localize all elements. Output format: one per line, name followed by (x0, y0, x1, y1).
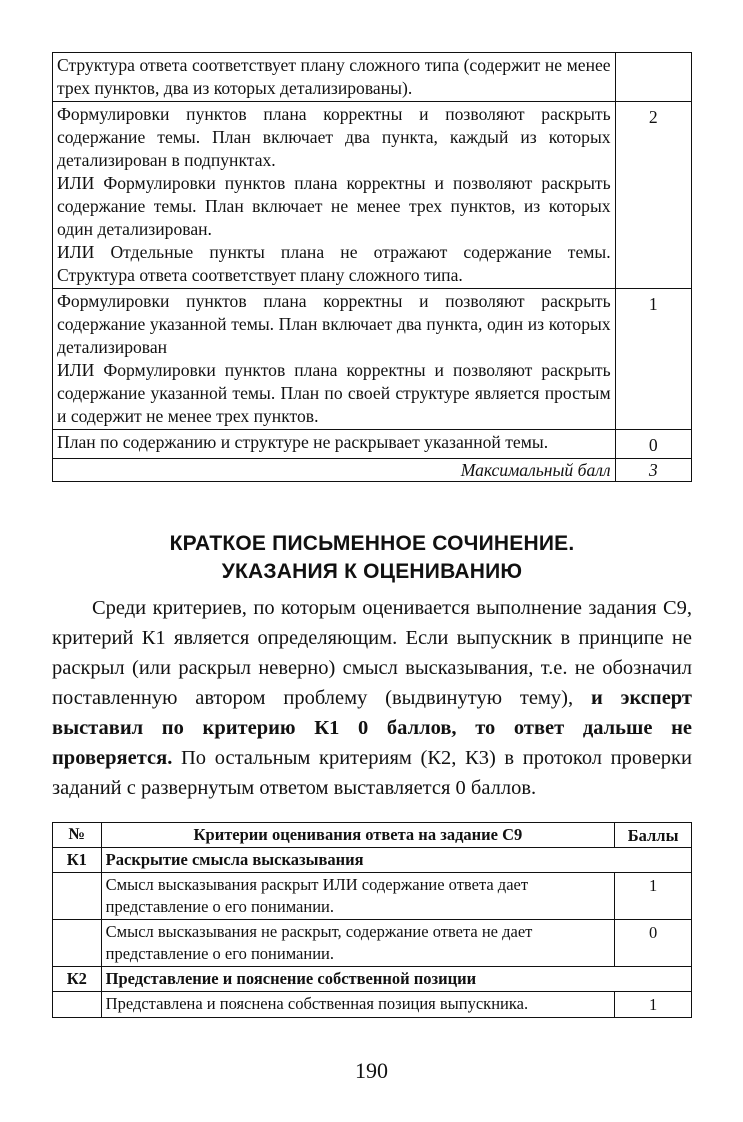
criterion-text: ИЛИ Формулировки пунктов плана корректны и позволяют раскрыть содержание темы. План включает не менее трех пунктов, из которых один детализирован. (57, 173, 611, 239)
c9-criteria-table (52, 822, 692, 1018)
max-score-label: Максимальный балл (53, 459, 616, 482)
table-row (53, 873, 692, 920)
criterion-text: Формулировки пунктов плана корректны и позволяют раскрыть содержание указанной темы. План включает два пункта, один из которых детализирован (57, 291, 611, 357)
score-cell: 0 (615, 920, 692, 967)
header-criteria: Критерии оценивания ответа на задание С9 (101, 823, 615, 848)
criterion-text: Смысл высказывания раскрыт ИЛИ содержание ответа дает представление о его понимании. (101, 873, 615, 920)
score-cell (615, 53, 691, 102)
table-header-row (53, 823, 692, 848)
section-heading (52, 530, 692, 586)
header-num: № (53, 823, 102, 848)
criterion-text: ИЛИ Формулировки пунктов плана корректны и позволяют раскрыть содержание указанной темы. План по своей структуре является простым и содержит не менее трех пунктов. (57, 360, 611, 426)
table-row (53, 289, 692, 430)
criterion-text: Структура ответа соответствует плану сложного типа (содержит не менее трех пунктов, два из которых детализированы). (57, 55, 611, 98)
heading-line-2: УКАЗАНИЯ К ОЦЕНИВАНИЮ (221, 560, 523, 583)
table-row (53, 102, 692, 289)
heading-line-1: КРАТКОЕ ПИСЬМЕННОЕ СОЧИНЕНИЕ. (169, 532, 575, 555)
criterion-text: Смысл высказывания не раскрыт, содержание ответа не дает представление о его понимании. (101, 920, 615, 967)
criterion-code: К1 (53, 848, 102, 873)
table-row (53, 992, 692, 1018)
score-cell: 1 (615, 873, 692, 920)
criterion-title: Представление и пояснение собственной позиции (101, 967, 691, 992)
page-number: 190 (355, 1058, 388, 1083)
score-cell: 1 (615, 992, 692, 1018)
intro-text-3: По остальным критериям (К2, К3) в протокол проверки заданий с развернутым ответом выставляется 0 баллов. (52, 747, 692, 799)
table-row (53, 920, 692, 967)
criterion-text: Формулировки пунктов плана корректны и позволяют раскрыть содержание темы. План включает два пункта, каждый из которых детализирован в подпунктах. (57, 104, 611, 170)
intro-bold-text: и эксперт выставил по критерию К1 0 баллов, то ответ дальше не проверяется. (52, 687, 692, 769)
table-row (53, 430, 692, 459)
header-score: Баллы (615, 823, 692, 848)
criterion-text: План по содержанию и структуре не раскрывает указанной темы. (57, 432, 549, 452)
plan-scoring-table (52, 52, 692, 482)
score-cell: 2 (615, 102, 691, 289)
criterion-text: Представлена и пояснена собственная позиция выпускника. (101, 992, 615, 1018)
criterion-code: К2 (53, 967, 102, 992)
criterion-group-k1 (53, 848, 692, 873)
max-score-value: 3 (615, 459, 691, 482)
intro-paragraph (52, 593, 692, 803)
criterion-text: ИЛИ Отдельные пункты плана не отражают содержание темы. Структура ответа соответствует плану сложного типа. (57, 242, 611, 285)
criterion-group-k2 (53, 967, 692, 992)
criterion-title: Раскрытие смысла высказывания (101, 848, 691, 873)
table-row (53, 53, 692, 102)
score-cell: 0 (615, 430, 691, 459)
max-score-row (53, 459, 692, 482)
score-cell: 1 (615, 289, 691, 430)
intro-text-1: Среди критериев, по которым оценивается выполнение задания С9, критерий К1 является определяющим. Если выпускник в принципе не раскрыл (или раскрыл неверно) смысл высказывания, т.е. не обозначил поставленную автором проблему (выдвинутую тему), (52, 597, 692, 709)
